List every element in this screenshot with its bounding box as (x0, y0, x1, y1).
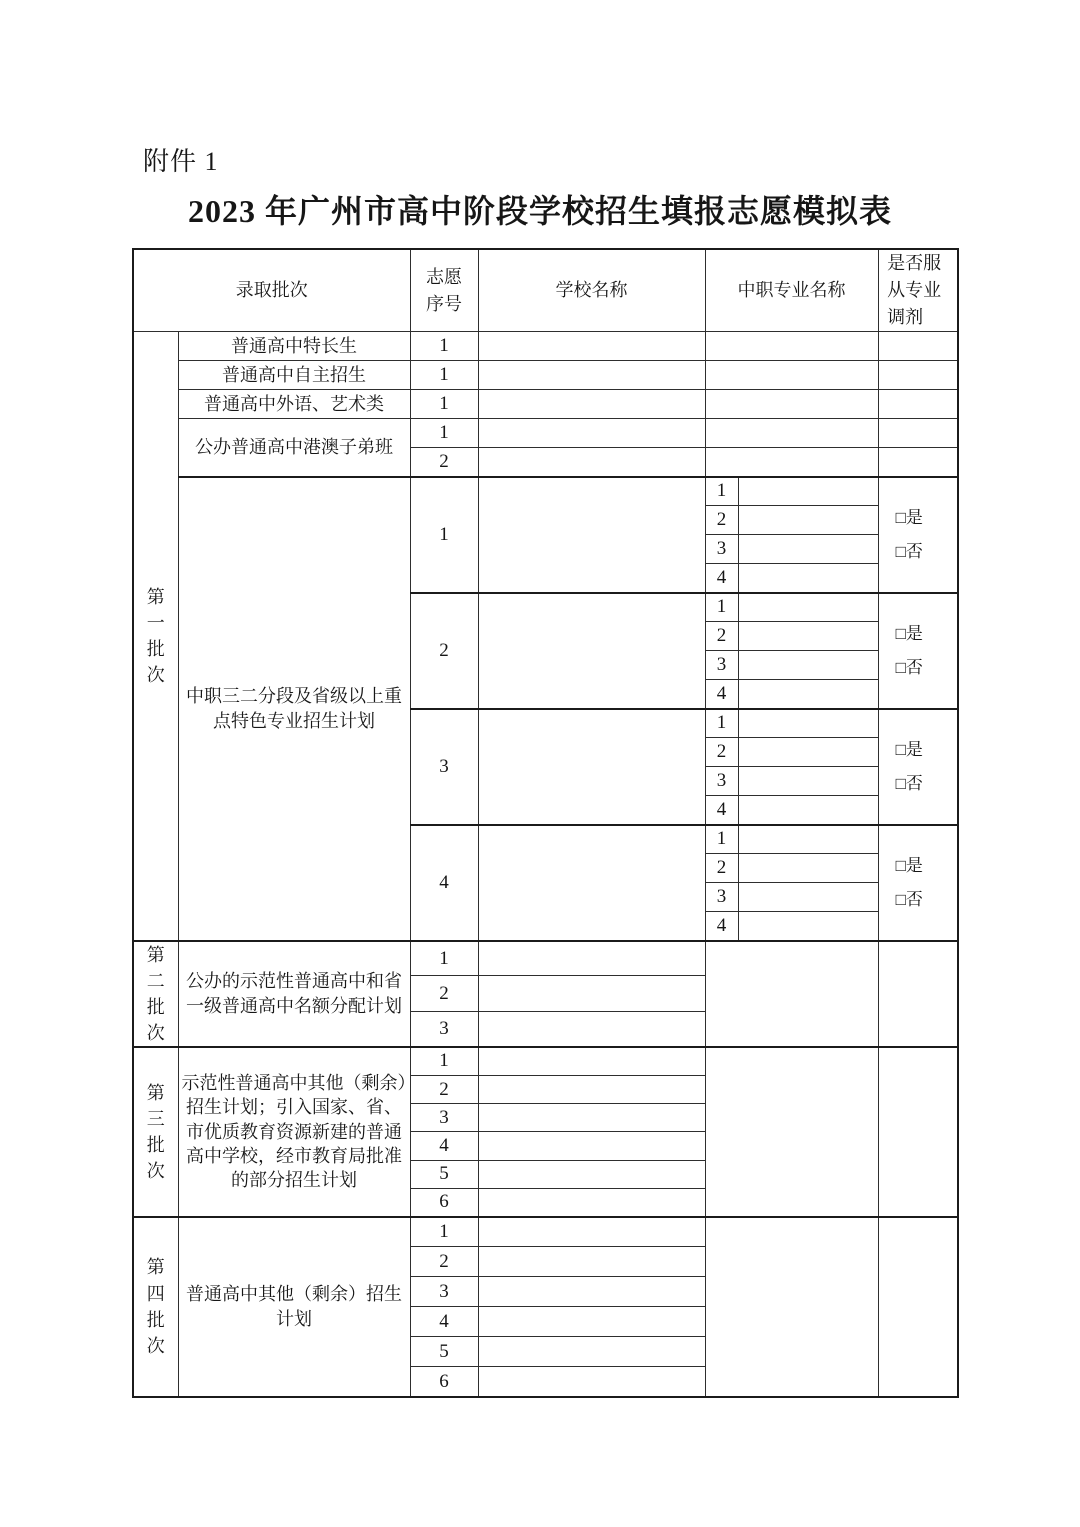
major-input-cell (705, 1047, 878, 1217)
checkbox-no: □否 (895, 773, 923, 793)
major-input-cell (738, 564, 878, 593)
table-header-row (133, 249, 958, 332)
major-input-cell (738, 651, 878, 680)
major-seq-cell: 1 (705, 825, 738, 854)
major-seq-cell: 3 (705, 535, 738, 564)
batch3-name-cell (133, 1047, 178, 1217)
major-seq-cell: 3 (705, 883, 738, 912)
adjust-input-cell (878, 390, 958, 419)
seq-cell: 3 (410, 709, 478, 825)
category-label: 普通高中自主招生 (178, 361, 410, 390)
major-seq-cell: 3 (705, 767, 738, 796)
adjust-input-cell (878, 941, 958, 1047)
school-input-cell (478, 1075, 705, 1103)
school-input-cell (478, 1247, 705, 1277)
batch4-name-cell (133, 1217, 178, 1397)
major-seq-cell: 2 (705, 854, 738, 883)
checkbox-yes: □是 (895, 623, 923, 643)
major-input-cell (738, 767, 878, 796)
category-label: 示范性普通高中其他（剩余）招生计划；引入国家、省、市优质教育资源新建的普通高中学校，经市教育局批准的部分招生计划 (178, 1047, 410, 1217)
major-seq-cell: 4 (705, 680, 738, 709)
table-row (133, 390, 958, 419)
school-input-cell (478, 1217, 705, 1247)
major-input-cell (705, 332, 878, 361)
batch1-name: 第一批次 (146, 586, 165, 685)
header-batch: 录取批次 (133, 249, 410, 332)
school-input-cell (478, 1307, 705, 1337)
seq-cell: 1 (410, 390, 478, 419)
school-input-cell (478, 941, 705, 976)
major-seq-cell: 1 (705, 477, 738, 506)
seq-cell: 4 (410, 1132, 478, 1160)
seq-cell: 1 (410, 332, 478, 361)
major-input-cell (705, 1217, 878, 1397)
batch4-name: 第四批次 (146, 1257, 165, 1356)
major-input-cell (738, 738, 878, 767)
major-input-cell (738, 854, 878, 883)
major-seq-cell: 4 (705, 564, 738, 593)
seq-cell: 6 (410, 1188, 478, 1216)
major-input-cell (705, 419, 878, 448)
adjust-input-cell (878, 1047, 958, 1217)
seq-cell: 2 (410, 976, 478, 1011)
seq-cell: 4 (410, 1307, 478, 1337)
batch1-name-cell (133, 332, 178, 941)
seq-cell: 1 (410, 1217, 478, 1247)
attachment-label: 附件 1 (143, 147, 219, 176)
school-input-cell (478, 1132, 705, 1160)
category-label: 普通高中特长生 (178, 332, 410, 361)
category-label: 普通高中其他（剩余）招生计划 (178, 1217, 410, 1397)
seq-cell: 1 (410, 941, 478, 976)
seq-cell: 3 (410, 1103, 478, 1131)
seq-cell: 2 (410, 1075, 478, 1103)
table-row (133, 941, 958, 976)
major-input-cell (738, 825, 878, 854)
school-input-cell (478, 390, 705, 419)
major-input-cell (705, 941, 878, 1047)
school-input-cell (478, 361, 705, 390)
major-input-cell (738, 477, 878, 506)
major-input-cell (738, 535, 878, 564)
seq-cell: 2 (410, 593, 478, 709)
school-input-cell (478, 1188, 705, 1216)
major-input-cell (705, 361, 878, 390)
major-input-cell (705, 390, 878, 419)
school-input-cell (478, 825, 705, 941)
table-row (133, 1217, 958, 1247)
seq-cell: 1 (410, 1047, 478, 1075)
school-input-cell (478, 1047, 705, 1075)
vocational-label-cell: 中职三二分段及省级以上重点特色专业招生计划 (178, 477, 410, 941)
seq-cell: 2 (410, 1247, 478, 1277)
school-input-cell (478, 1337, 705, 1367)
school-input-cell (478, 1103, 705, 1131)
checkbox-no: □否 (895, 889, 923, 909)
major-input-cell (738, 680, 878, 709)
adjust-input-cell (878, 332, 958, 361)
checkbox-no: □否 (895, 657, 923, 677)
major-seq-cell: 2 (705, 506, 738, 535)
header-school: 学校名称 (478, 249, 705, 332)
seq-cell: 5 (410, 1160, 478, 1188)
table-row (133, 332, 958, 361)
major-seq-cell: 4 (705, 912, 738, 941)
table-row (133, 361, 958, 390)
school-input-cell (478, 709, 705, 825)
adjust-choice-cell (878, 593, 958, 709)
checkbox-no: □否 (895, 541, 923, 561)
school-input-cell (478, 448, 705, 477)
batch2-name: 第二批次 (146, 944, 165, 1043)
checkbox-yes: □是 (895, 855, 923, 875)
header-adjust (878, 249, 958, 332)
seq-cell: 4 (410, 825, 478, 941)
adjust-input-cell (878, 448, 958, 477)
checkbox-yes: □是 (895, 739, 923, 759)
major-input-cell (738, 883, 878, 912)
volunteer-form-table (132, 248, 959, 1398)
seq-cell: 1 (410, 361, 478, 390)
seq-cell: 3 (410, 1277, 478, 1307)
adjust-input-cell (878, 419, 958, 448)
school-input-cell (478, 1367, 705, 1397)
seq-cell: 5 (410, 1337, 478, 1367)
checkbox-yes: □是 (895, 507, 923, 527)
major-input-cell (738, 709, 878, 738)
school-input-cell (478, 593, 705, 709)
major-seq-cell: 1 (705, 709, 738, 738)
major-seq-cell: 2 (705, 738, 738, 767)
table-row (133, 477, 958, 506)
seq-cell: 6 (410, 1367, 478, 1397)
adjust-input-cell (878, 1217, 958, 1397)
header-seq (410, 249, 478, 332)
seq-cell: 1 (410, 477, 478, 593)
school-input-cell (478, 1277, 705, 1307)
table-row (133, 1047, 958, 1075)
school-input-cell (478, 1160, 705, 1188)
major-seq-cell: 2 (705, 622, 738, 651)
major-input-cell (738, 796, 878, 825)
school-input-cell (478, 976, 705, 1011)
school-input-cell (478, 1011, 705, 1046)
page-title: 2023 年广州市高中阶段学校招生填报志愿模拟表 (187, 193, 892, 229)
header-adjust-label: 是否服从专业调剂 (887, 253, 942, 327)
adjust-input-cell (878, 361, 958, 390)
header-major: 中职专业名称 (705, 249, 878, 332)
table-row (133, 419, 958, 448)
school-input-cell (478, 419, 705, 448)
adjust-choice-cell (878, 477, 958, 593)
school-input-cell (478, 332, 705, 361)
seq-cell: 2 (410, 448, 478, 477)
major-input-cell (705, 448, 878, 477)
major-seq-cell: 4 (705, 796, 738, 825)
adjust-choice-cell (878, 709, 958, 825)
school-input-cell (478, 477, 705, 593)
batch3-name: 第三批次 (146, 1082, 165, 1181)
major-input-cell (738, 622, 878, 651)
major-input-cell (738, 912, 878, 941)
major-input-cell (738, 506, 878, 535)
seq-cell: 1 (410, 419, 478, 448)
major-seq-cell: 3 (705, 651, 738, 680)
batch2-name-cell (133, 941, 178, 1047)
seq-cell: 3 (410, 1011, 478, 1046)
category-label: 公办普通高中港澳子弟班 (178, 419, 410, 477)
header-seq-label: 志愿序号 (426, 267, 462, 314)
category-label: 普通高中外语、艺术类 (178, 390, 410, 419)
major-seq-cell: 1 (705, 593, 738, 622)
category-label: 公办的示范性普通高中和省一级普通高中名额分配计划 (178, 941, 410, 1047)
major-input-cell (738, 593, 878, 622)
adjust-choice-cell (878, 825, 958, 941)
